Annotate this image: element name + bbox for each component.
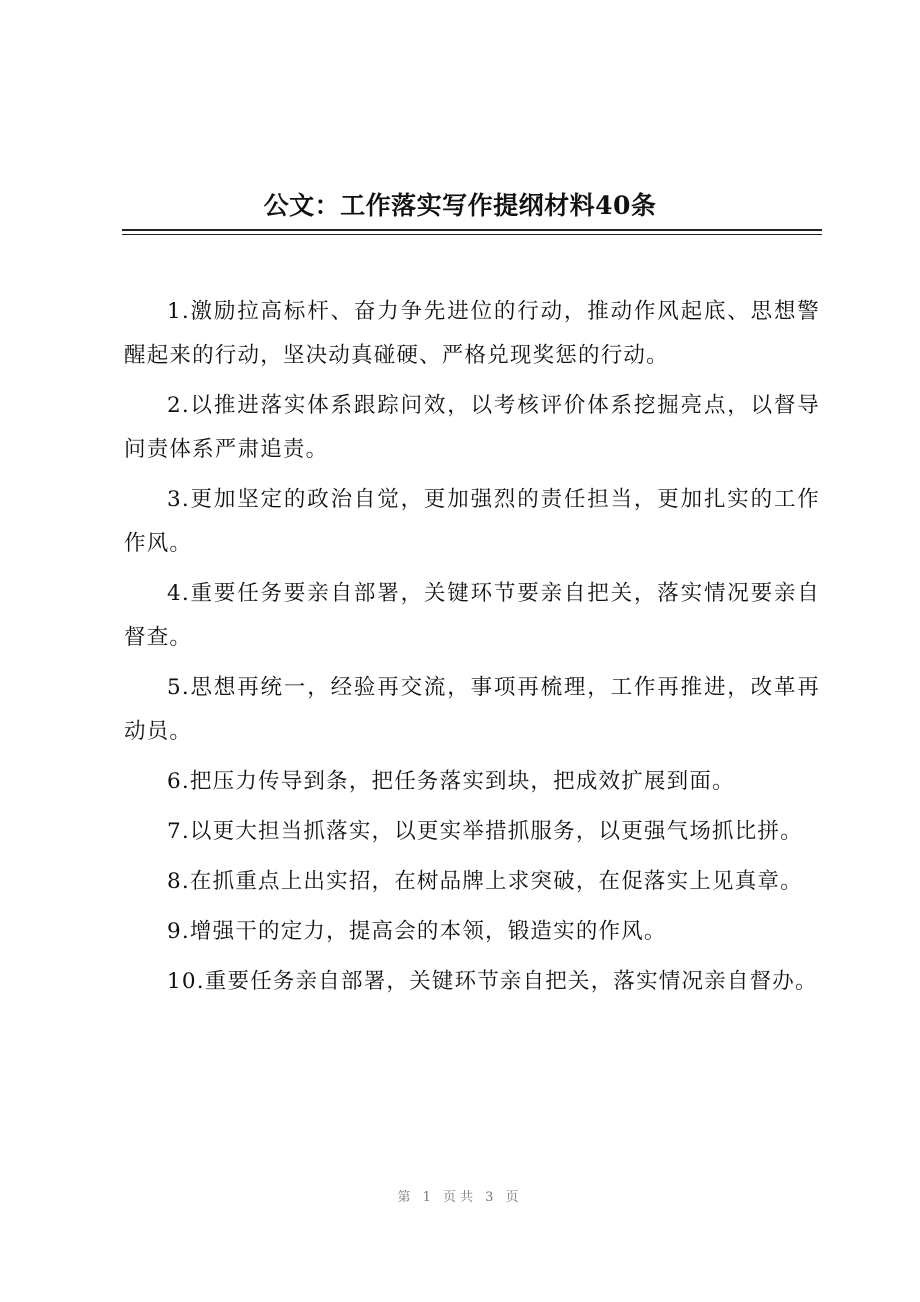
paragraph-1: 1.激励拉高标杆、奋力争先进位的行动，推动作风起底、思想警醒起来的行动，坚决动真碰硬、严格兑现奖惩的行动。 <box>124 299 820 368</box>
paragraph-5: 5.思想再统一，经验再交流，事项再梳理，工作再推进，改革再动员。 <box>124 675 820 744</box>
title-underline-thick <box>122 229 822 231</box>
paragraph-9: 9.增强干的定力，提高会的本领，锻造实的作风。 <box>167 919 667 944</box>
paragraph-4: 4.重要任务要亲自部署，关键环节要亲自把关，落实情况要亲自督查。 <box>124 581 820 650</box>
paragraph-3: 3.更加坚定的政治自觉，更加强烈的责任担当，更加扎实的工作作风。 <box>124 487 820 556</box>
paragraph-7: 7.以更大担当抓落实，以更实举措抓服务，以更强气场抓比拼。 <box>167 819 803 844</box>
paragraph-8: 8.在抓重点上出实招，在树品牌上求突破，在促落实上见真章。 <box>167 869 803 894</box>
paragraph-6: 6.把压力传导到条，把任务落实到块，把成效扩展到面。 <box>167 769 735 794</box>
document-body <box>124 290 820 1010</box>
title-underline-thin <box>122 234 822 235</box>
document-title: 公文：工作落实写作提纲材料40条 <box>263 191 657 220</box>
page-footer: 第 1 页共 3 页 <box>397 1190 523 1205</box>
paragraph-10: 10.重要任务亲自部署，关键环节亲自把关，落实情况亲自督办。 <box>167 969 818 994</box>
paragraph-2: 2.以推进落实体系跟踪问效，以考核评价体系挖掘亮点，以督导问责体系严肃追责。 <box>124 393 820 462</box>
